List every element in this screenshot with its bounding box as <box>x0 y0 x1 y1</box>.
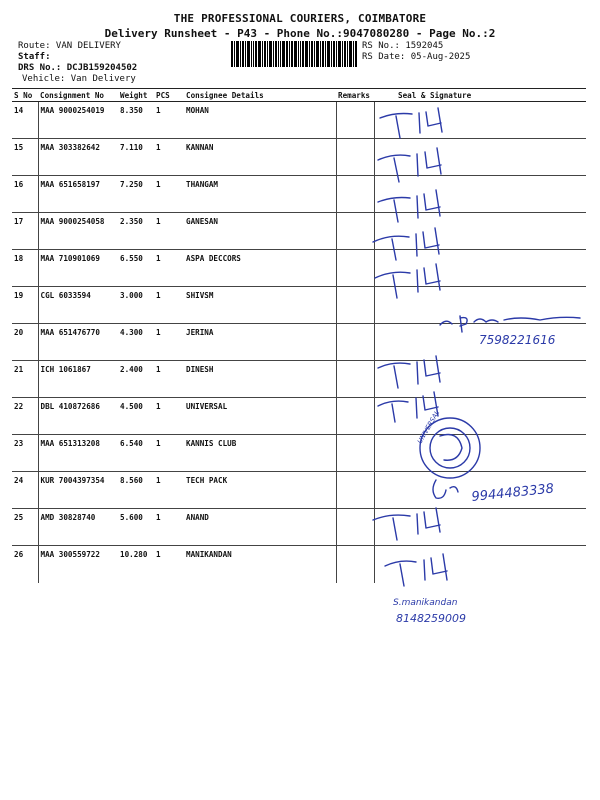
cell-pcs: 1 <box>154 398 184 435</box>
col-header-sno: S No <box>12 89 38 102</box>
table-row <box>12 509 586 546</box>
cell-consignee: UNIVERSAL <box>184 398 336 435</box>
cell-sno: 26 <box>14 550 24 559</box>
cell-remarks <box>336 213 374 250</box>
cell-consignment: KUR 7004397354 <box>38 472 118 509</box>
cell-weight: 4.300 <box>118 324 154 361</box>
cell-consignment: MAA 651313208 <box>38 435 118 472</box>
cell-pcs: 1 <box>154 139 184 176</box>
drs-number: DRS No.: DCJB159204502 <box>18 63 138 73</box>
cell-sno: 16 <box>12 176 38 213</box>
cell-remarks <box>336 509 374 546</box>
cell-consignment: MAA 651476770 <box>38 324 118 361</box>
cell-remarks <box>336 472 374 509</box>
cell-weight: 3.000 <box>118 287 154 324</box>
cell-consignee: TECH PACK <box>184 472 336 509</box>
table-row <box>12 213 586 250</box>
cell-consignee: THANGAM <box>184 176 336 213</box>
cell-weight: 5.600 <box>118 509 154 546</box>
cell-consignee: JERINA <box>184 324 336 361</box>
col-header-consignee: Consignee Details <box>184 89 336 102</box>
col-header-weight: Weight <box>118 89 154 102</box>
cell-consignee: DINESH <box>184 361 336 398</box>
cell-sno: 15 <box>12 139 38 176</box>
cell-pcs: 1 <box>154 176 184 213</box>
cell-sno: 22 <box>12 398 38 435</box>
cell-signature <box>374 102 586 139</box>
cell-sno: 18 <box>12 250 38 287</box>
cell-consignee: KANNAN <box>184 139 336 176</box>
cell-sno: 17 <box>12 213 38 250</box>
vehicle-label: Vehicle: Van Delivery <box>22 74 136 84</box>
rs-number: RS No.: 1592045 <box>362 41 444 51</box>
col-header-remarks: Remarks <box>336 89 374 102</box>
cell-weight: 7.110 <box>118 139 154 176</box>
table-row <box>12 435 586 472</box>
cell-pcs: 1 <box>156 550 161 559</box>
cell-sno: 23 <box>12 435 38 472</box>
handwritten-phone-row26: 8148259009 <box>396 612 466 625</box>
staff-label: Staff: <box>18 52 51 62</box>
cell-remarks <box>336 324 374 361</box>
cell-signature <box>374 435 586 472</box>
cell-consignment: MAA 303382642 <box>38 139 118 176</box>
cell-signature <box>374 546 586 583</box>
cell-sno: 25 <box>12 509 38 546</box>
cell-weight: 8.560 <box>118 472 154 509</box>
stamp-text: UNIVERSAL <box>415 409 442 445</box>
cell-weight: 2.400 <box>118 361 154 398</box>
cell-sno: 14 <box>12 102 38 139</box>
table-row <box>12 102 586 139</box>
cell-remarks <box>336 250 374 287</box>
cell-remarks <box>336 287 374 324</box>
cell-sno: 21 <box>12 361 38 398</box>
cell-signature <box>374 472 586 509</box>
cell-weight: 4.500 <box>118 398 154 435</box>
cell-pcs: 1 <box>154 509 184 546</box>
cell-sno: 24 <box>12 472 38 509</box>
cell-remarks <box>336 398 374 435</box>
table-row <box>12 324 586 361</box>
cell-consignee: MANIKANDAN <box>186 550 232 559</box>
table-row <box>12 398 586 435</box>
cell-consignee: SHIVSM <box>184 287 336 324</box>
cell-pcs: 1 <box>154 250 184 287</box>
cell-consignment: MAA 710901069 <box>38 250 118 287</box>
cell-pcs: 1 <box>154 361 184 398</box>
cell-signature <box>374 213 586 250</box>
cell-remarks <box>336 102 374 139</box>
col-header-signature: Seal & Signature <box>374 89 586 102</box>
route-label: Route: VAN DELIVERY <box>18 41 121 51</box>
runsheet-meta-left <box>18 41 137 85</box>
rs-date: RS Date: 05-Aug-2025 <box>362 52 471 62</box>
cell-signature <box>374 287 586 324</box>
runsheet-table <box>12 88 586 583</box>
table-row <box>12 139 586 176</box>
table-header-row <box>12 89 586 102</box>
cell-consignment: MAA 651658197 <box>38 176 118 213</box>
cell-consignment: CGL 6033594 <box>38 287 118 324</box>
cell-remarks <box>336 139 374 176</box>
cell-signature <box>374 139 586 176</box>
cell-sno: 20 <box>12 324 38 361</box>
handwritten-phone-row23: 9944483338 <box>470 481 555 505</box>
table-row <box>12 546 586 583</box>
cell-weight: 8.350 <box>118 102 154 139</box>
cell-signature <box>374 361 586 398</box>
cell-pcs: 1 <box>154 324 184 361</box>
cell-pcs: 1 <box>154 435 184 472</box>
cell-signature <box>374 398 586 435</box>
cell-weight: 6.540 <box>118 435 154 472</box>
cell-signature <box>374 176 586 213</box>
cell-signature <box>374 250 586 287</box>
cell-consignment: MAA 300559722 <box>38 546 118 583</box>
table-row <box>12 472 586 509</box>
cell-consignment: ICH 1061867 <box>38 361 118 398</box>
cell-remarks <box>336 435 374 472</box>
cell-consignee: GANESAN <box>184 213 336 250</box>
cell-consignee: KANNIS CLUB <box>184 435 336 472</box>
cell-consignment: AMD 30828740 <box>38 509 118 546</box>
cell-remarks <box>336 546 374 583</box>
cell-consignment: DBL 410872686 <box>38 398 118 435</box>
col-header-pcs: PCS <box>154 89 184 102</box>
handwritten-name-row26: S.manikandan <box>393 598 458 608</box>
cell-signature <box>374 509 586 546</box>
table-row <box>12 176 586 213</box>
cell-signature <box>374 324 586 361</box>
table-row <box>12 361 586 398</box>
cell-weight: 6.550 <box>118 250 154 287</box>
col-header-consignment: Consignment No <box>38 89 118 102</box>
cell-consignee: MOHAN <box>184 102 336 139</box>
cell-weight: 7.250 <box>118 176 154 213</box>
cell-consignee: ASPA DECCORS <box>184 250 336 287</box>
cell-pcs: 1 <box>154 287 184 324</box>
cell-consignment: MAA 9000254058 <box>38 213 118 250</box>
runsheet-meta-right <box>362 41 470 63</box>
table-row <box>12 250 586 287</box>
cell-consignment: MAA 9000254019 <box>38 102 118 139</box>
page-title: THE PROFESSIONAL COURIERS, COIMBATORE <box>173 12 427 25</box>
cell-sno: 19 <box>12 287 38 324</box>
table-row <box>12 287 586 324</box>
cell-pcs: 1 <box>154 213 184 250</box>
cell-pcs: 1 <box>154 102 184 139</box>
cell-weight: 2.350 <box>118 213 154 250</box>
cell-consignee: ANAND <box>184 509 336 546</box>
barcode-icon <box>231 41 357 67</box>
cell-weight: 10.280 <box>120 550 148 559</box>
cell-remarks <box>336 361 374 398</box>
cell-pcs: 1 <box>154 472 184 509</box>
cell-remarks <box>336 176 374 213</box>
handwritten-phone-row19: 7598221616 <box>479 333 556 347</box>
runsheet-subtitle: Delivery Runsheet - P43 - Phone No.:9047080280 - Page No.:2 <box>104 27 496 40</box>
